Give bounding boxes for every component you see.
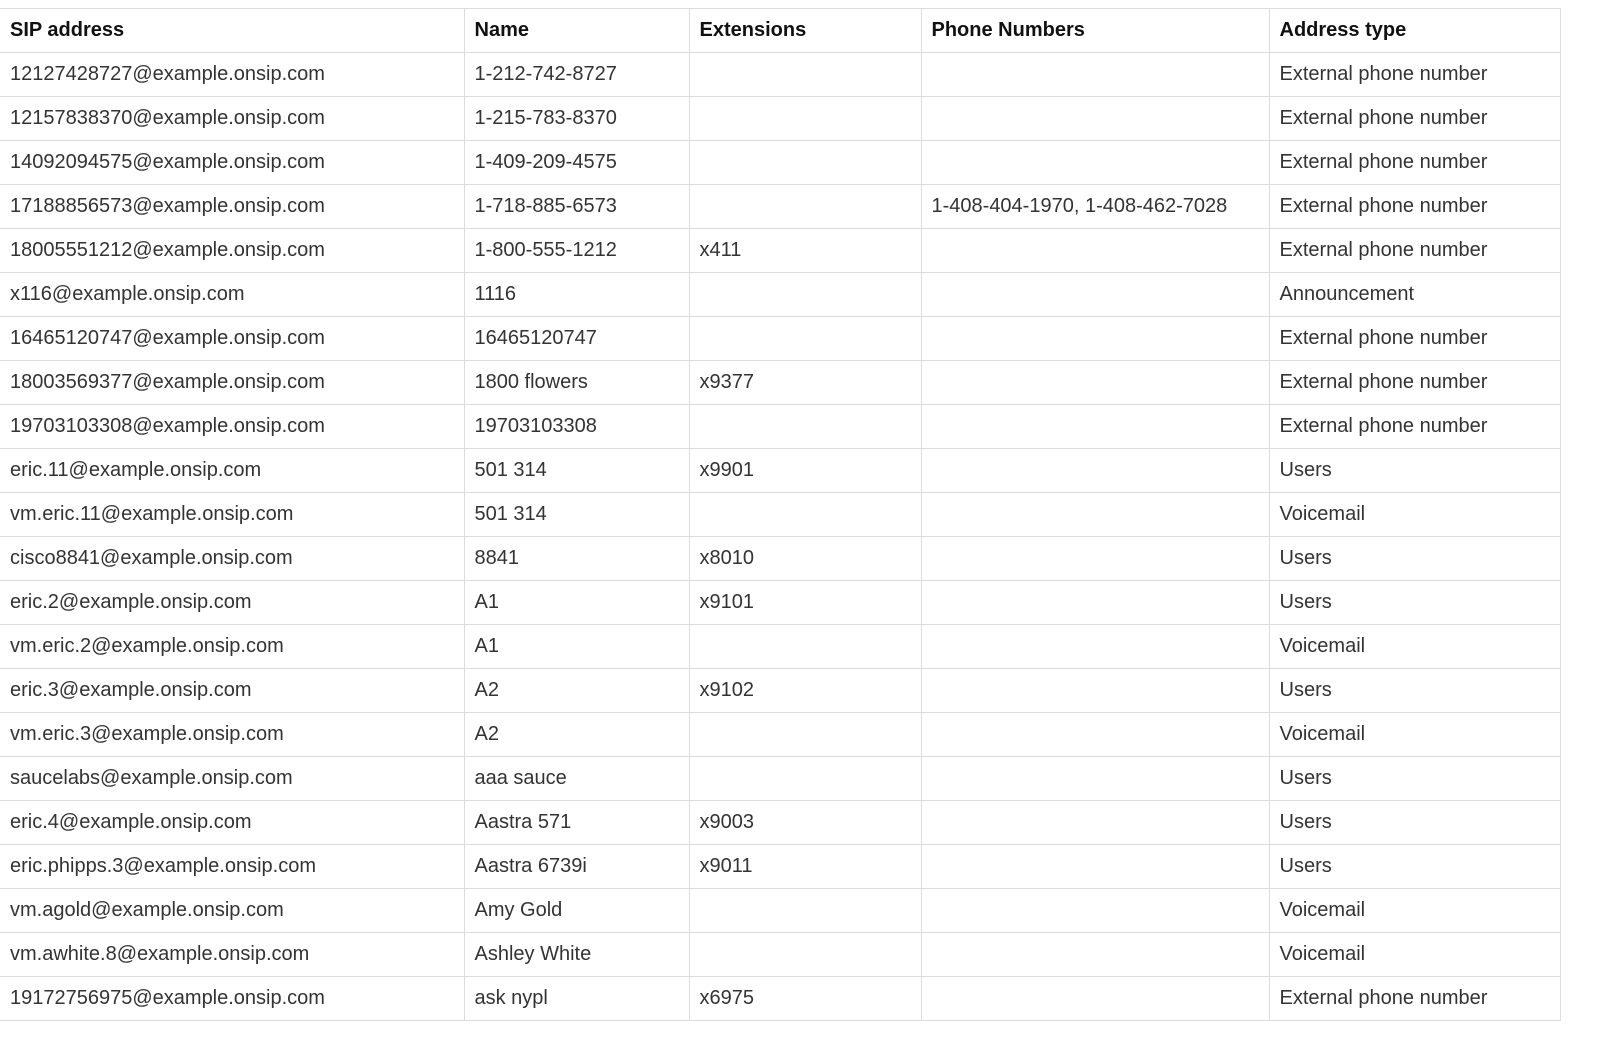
name-cell: 1-718-885-6573 xyxy=(464,185,689,229)
address-type-cell: Users xyxy=(1269,537,1560,581)
extension-cell: x9901 xyxy=(689,449,921,493)
name-cell: 1-800-555-1212 xyxy=(464,229,689,273)
name-cell: Amy Gold xyxy=(464,889,689,933)
phone-numbers-cell xyxy=(921,801,1269,845)
extension-cell: x9101 xyxy=(689,581,921,625)
table-row[interactable] xyxy=(0,537,1560,581)
address-type-cell: External phone number xyxy=(1269,185,1560,229)
sip-address-table xyxy=(0,8,1561,1021)
table-row[interactable] xyxy=(0,669,1560,713)
address-type-cell: Users xyxy=(1269,801,1560,845)
address-type-cell: Users xyxy=(1269,669,1560,713)
phone-numbers-cell xyxy=(921,141,1269,185)
address-type-cell: Users xyxy=(1269,845,1560,889)
name-cell: 8841 xyxy=(464,537,689,581)
table-row[interactable] xyxy=(0,889,1560,933)
sip-address-cell: vm.eric.2@example.onsip.com xyxy=(0,625,464,669)
column-header-phone-numbers: Phone Numbers xyxy=(921,9,1269,53)
sip-address-cell: 18003569377@example.onsip.com xyxy=(0,361,464,405)
name-cell: ask nypl xyxy=(464,977,689,1021)
phone-numbers-cell xyxy=(921,537,1269,581)
table-row[interactable] xyxy=(0,317,1560,361)
name-cell: A1 xyxy=(464,625,689,669)
sip-address-cell: x116@example.onsip.com xyxy=(0,273,464,317)
name-cell: 1-215-783-8370 xyxy=(464,97,689,141)
address-type-cell: Voicemail xyxy=(1269,493,1560,537)
column-header-sip-address: SIP address xyxy=(0,9,464,53)
phone-numbers-cell xyxy=(921,405,1269,449)
name-cell: 1-212-742-8727 xyxy=(464,53,689,97)
extension-cell: x6975 xyxy=(689,977,921,1021)
sip-address-cell: 12157838370@example.onsip.com xyxy=(0,97,464,141)
address-type-cell: Announcement xyxy=(1269,273,1560,317)
phone-numbers-cell xyxy=(921,933,1269,977)
address-type-cell: External phone number xyxy=(1269,977,1560,1021)
extension-cell xyxy=(689,889,921,933)
sip-address-cell: eric.4@example.onsip.com xyxy=(0,801,464,845)
table-row[interactable] xyxy=(0,713,1560,757)
extension-cell xyxy=(689,405,921,449)
table-row[interactable] xyxy=(0,845,1560,889)
address-type-cell: Voicemail xyxy=(1269,713,1560,757)
table-row[interactable] xyxy=(0,361,1560,405)
extension-cell: x9003 xyxy=(689,801,921,845)
address-type-cell: Voicemail xyxy=(1269,889,1560,933)
name-cell: A1 xyxy=(464,581,689,625)
name-cell: Aastra 6739i xyxy=(464,845,689,889)
table-body xyxy=(0,53,1560,1021)
sip-address-cell: vm.eric.3@example.onsip.com xyxy=(0,713,464,757)
extension-cell xyxy=(689,933,921,977)
sip-address-cell: 17188856573@example.onsip.com xyxy=(0,185,464,229)
table-row[interactable] xyxy=(0,97,1560,141)
extension-cell: x9377 xyxy=(689,361,921,405)
table-row[interactable] xyxy=(0,801,1560,845)
name-cell: 501 314 xyxy=(464,449,689,493)
extension-cell: x9102 xyxy=(689,669,921,713)
phone-numbers-cell xyxy=(921,449,1269,493)
sip-address-cell: 12127428727@example.onsip.com xyxy=(0,53,464,97)
sip-address-cell: saucelabs@example.onsip.com xyxy=(0,757,464,801)
address-type-cell: External phone number xyxy=(1269,317,1560,361)
extension-cell xyxy=(689,493,921,537)
phone-numbers-cell xyxy=(921,581,1269,625)
extension-cell xyxy=(689,317,921,361)
name-cell: aaa sauce xyxy=(464,757,689,801)
table-row[interactable] xyxy=(0,449,1560,493)
extension-cell: x411 xyxy=(689,229,921,273)
phone-numbers-cell xyxy=(921,713,1269,757)
table-row[interactable] xyxy=(0,273,1560,317)
phone-numbers-cell xyxy=(921,317,1269,361)
name-cell: 16465120747 xyxy=(464,317,689,361)
name-cell: Ashley White xyxy=(464,933,689,977)
table-row[interactable] xyxy=(0,625,1560,669)
phone-numbers-cell xyxy=(921,97,1269,141)
sip-address-cell: 19703103308@example.onsip.com xyxy=(0,405,464,449)
phone-numbers-cell xyxy=(921,845,1269,889)
table-row[interactable] xyxy=(0,53,1560,97)
extension-cell xyxy=(689,185,921,229)
sip-address-cell: eric.11@example.onsip.com xyxy=(0,449,464,493)
name-cell: 1800 flowers xyxy=(464,361,689,405)
address-type-cell: External phone number xyxy=(1269,97,1560,141)
sip-address-cell: 19172756975@example.onsip.com xyxy=(0,977,464,1021)
phone-numbers-cell xyxy=(921,273,1269,317)
extension-cell: x8010 xyxy=(689,537,921,581)
table-row[interactable] xyxy=(0,933,1560,977)
table-row[interactable] xyxy=(0,757,1560,801)
name-cell: A2 xyxy=(464,669,689,713)
phone-numbers-cell xyxy=(921,977,1269,1021)
sip-address-cell: vm.awhite.8@example.onsip.com xyxy=(0,933,464,977)
phone-numbers-cell xyxy=(921,757,1269,801)
phone-numbers-cell xyxy=(921,53,1269,97)
name-cell: 1116 xyxy=(464,273,689,317)
phone-numbers-cell xyxy=(921,493,1269,537)
extension-cell: x9011 xyxy=(689,845,921,889)
sip-address-cell: eric.phipps.3@example.onsip.com xyxy=(0,845,464,889)
name-cell: 1-409-209-4575 xyxy=(464,141,689,185)
table-row[interactable] xyxy=(0,581,1560,625)
address-type-cell: Users xyxy=(1269,757,1560,801)
sip-address-cell: 16465120747@example.onsip.com xyxy=(0,317,464,361)
extension-cell xyxy=(689,273,921,317)
header-row xyxy=(0,9,1560,53)
table-row[interactable] xyxy=(0,185,1560,229)
phone-numbers-cell: 1-408-404-1970, 1-408-462-7028 xyxy=(921,185,1269,229)
phone-numbers-cell xyxy=(921,625,1269,669)
address-type-cell: Users xyxy=(1269,449,1560,493)
table-row[interactable] xyxy=(0,493,1560,537)
sip-address-cell: eric.2@example.onsip.com xyxy=(0,581,464,625)
table-header xyxy=(0,9,1560,53)
phone-numbers-cell xyxy=(921,669,1269,713)
column-header-name: Name xyxy=(464,9,689,53)
sip-address-cell: cisco8841@example.onsip.com xyxy=(0,537,464,581)
column-header-address-type: Address type xyxy=(1269,9,1560,53)
table-row[interactable] xyxy=(0,405,1560,449)
address-type-cell: External phone number xyxy=(1269,141,1560,185)
extension-cell xyxy=(689,97,921,141)
extension-cell xyxy=(689,625,921,669)
address-type-cell: External phone number xyxy=(1269,361,1560,405)
sip-address-table-container xyxy=(0,8,1560,1021)
sip-address-cell: eric.3@example.onsip.com xyxy=(0,669,464,713)
sip-address-cell: 14092094575@example.onsip.com xyxy=(0,141,464,185)
address-type-cell: Users xyxy=(1269,581,1560,625)
phone-numbers-cell xyxy=(921,229,1269,273)
address-type-cell: External phone number xyxy=(1269,405,1560,449)
extension-cell xyxy=(689,713,921,757)
table-row[interactable] xyxy=(0,977,1560,1021)
name-cell: 19703103308 xyxy=(464,405,689,449)
name-cell: A2 xyxy=(464,713,689,757)
table-row[interactable] xyxy=(0,141,1560,185)
name-cell: 501 314 xyxy=(464,493,689,537)
address-type-cell: External phone number xyxy=(1269,229,1560,273)
extension-cell xyxy=(689,53,921,97)
name-cell: Aastra 571 xyxy=(464,801,689,845)
address-type-cell: External phone number xyxy=(1269,53,1560,97)
extension-cell xyxy=(689,141,921,185)
sip-address-cell: vm.eric.11@example.onsip.com xyxy=(0,493,464,537)
sip-address-cell: vm.agold@example.onsip.com xyxy=(0,889,464,933)
sip-address-cell: 18005551212@example.onsip.com xyxy=(0,229,464,273)
column-header-extensions: Extensions xyxy=(689,9,921,53)
phone-numbers-cell xyxy=(921,889,1269,933)
extension-cell xyxy=(689,757,921,801)
address-type-cell: Voicemail xyxy=(1269,933,1560,977)
phone-numbers-cell xyxy=(921,361,1269,405)
table-row[interactable] xyxy=(0,229,1560,273)
address-type-cell: Voicemail xyxy=(1269,625,1560,669)
